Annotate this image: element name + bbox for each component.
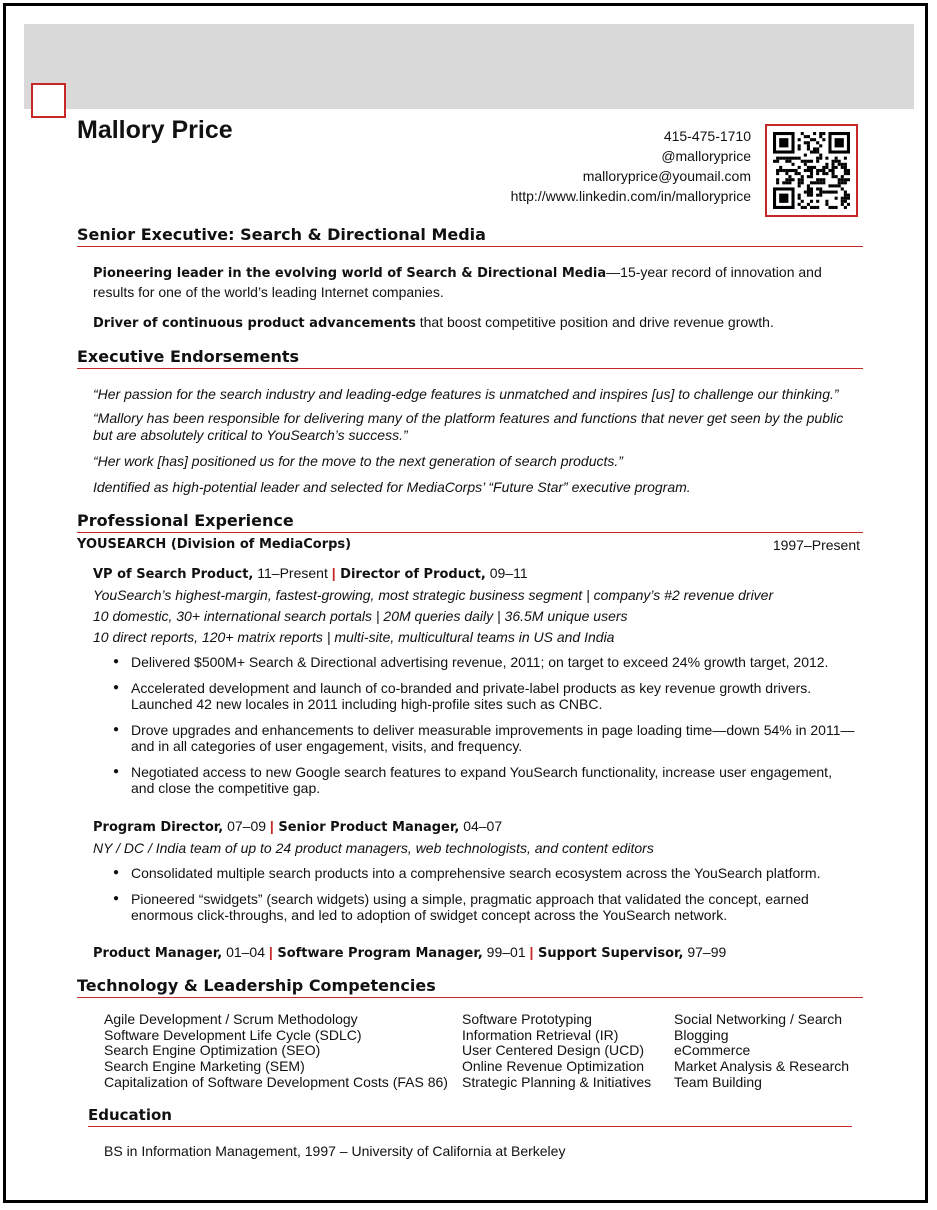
role-description: 10 direct reports, 120+ matrix reports | multi-site, multicultural teams in US and India xyxy=(93,629,615,645)
section-rule xyxy=(77,997,863,998)
competencies-column-3 xyxy=(674,1012,849,1091)
education-degree: BS in Information Management, 1997 – University of California at Berkeley xyxy=(104,1143,566,1159)
endorsement-quote: “Mallory has been responsible for delivering many of the platform features and functions that never get seen by the public but are absolutely critical to YouSearch’s success.” xyxy=(93,410,844,443)
endorsements-heading: Executive Endorsements xyxy=(77,347,300,366)
header-banner xyxy=(24,24,914,109)
list-item: ● Drove upgrades and enhancements to deliver measurable improvements in page loading time—down 54% in 2011—and in all categories of user engagement, visits, and frequency. xyxy=(113,722,858,754)
experience-heading: Professional Experience xyxy=(77,511,294,530)
list-item: ● Delivered $500M+ Search & Directional advertising revenue, 2011; on target to exceed 24% growth target, 2012. xyxy=(113,654,858,670)
company-name: YOUSEARCH (Division of MediaCorps) xyxy=(77,537,352,552)
section-rule xyxy=(88,1126,852,1127)
endorsement-note: Identified as high-potential leader and selected for MediaCorps’ “Future Star” executive program. xyxy=(93,479,691,495)
decorative-square xyxy=(31,83,66,118)
competencies-heading: Technology & Leadership Competencies xyxy=(77,976,436,995)
contact-block xyxy=(511,126,751,206)
list-item: eCommerce xyxy=(674,1042,751,1059)
summary-heading: Senior Executive: Search & Directional Media xyxy=(77,225,486,244)
list-item: ● Negotiated access to new Google search features to expand YouSearch functionality, increase user engagement, and close the competitive gap. xyxy=(113,764,858,796)
role-title-line: Program Director, 07–09 | Senior Product Manager, 04–07 xyxy=(93,818,503,835)
list-item: Information Retrieval (IR) xyxy=(462,1026,619,1043)
competencies-column-2 xyxy=(462,1012,651,1091)
email[interactable]: malloryprice@youmail.com xyxy=(582,168,751,184)
section-rule xyxy=(77,532,863,533)
list-item: User Centered Design (UCD) xyxy=(462,1042,645,1059)
list-item: Software Development Life Cycle (SDLC) xyxy=(104,1026,362,1043)
list-item: Online Revenue Optimization xyxy=(462,1058,645,1075)
role-description: YouSearch’s highest-margin, fastest-growing, most strategic business segment | company’s #2 revenue driver xyxy=(93,587,774,603)
section-rule xyxy=(77,368,863,369)
endorsement-quote: “Her passion for the search industry and leading-edge features is unmatched and inspires [us] to challenge our thinking.” xyxy=(93,386,839,402)
role-description: 10 domestic, 30+ international search portals | 20M queries daily | 36.5M unique users xyxy=(93,608,628,624)
phone: 415-475-1710 xyxy=(663,128,751,144)
summary-paragraph-1: Pioneering leader in the evolving world of Search & Directional Media—15-year record of innovation and results for one of the world’s leading Internet companies. xyxy=(93,264,822,300)
qr-code-icon xyxy=(765,124,858,217)
summary-paragraph-2: Driver of continuous product advancements that boost competitive position and drive revenue growth. xyxy=(93,314,774,331)
list-item: Agile Development / Scrum Methodology xyxy=(104,1011,358,1027)
list-item: Strategic Planning & Initiatives xyxy=(462,1073,652,1090)
list-item: Capitalization of Software Development Costs (FAS 86) xyxy=(104,1073,448,1090)
role-description: NY / DC / India team of up to 24 product managers, web technologists, and content editors xyxy=(93,840,654,856)
candidate-name: Mallory Price xyxy=(77,116,233,144)
list-item: ● Pioneered “swidgets” (search widgets) using a simple, pragmatic approach that validated the concept, earned enormous click-throughs, and led to adoption of swidget concept across the YouSearch network. xyxy=(113,891,858,923)
role-title-line: Product Manager, 01–04 | Software Program Manager, 99–01 | Support Supervisor, 97–99 xyxy=(93,944,727,961)
list-item: Search Engine Marketing (SEM) xyxy=(104,1058,305,1075)
list-item: Social Networking / Search xyxy=(674,1011,843,1027)
role-achievements xyxy=(113,654,858,796)
role-achievements xyxy=(113,865,858,923)
education-heading: Education xyxy=(88,1106,172,1124)
section-rule xyxy=(77,246,863,247)
list-item: Team Building xyxy=(674,1073,762,1090)
company-dates: 1997–Present xyxy=(772,537,860,553)
competencies-column-1 xyxy=(104,1012,448,1091)
linkedin-url[interactable]: http://www.linkedin.com/in/malloryprice xyxy=(510,188,751,204)
list-item: ● Consolidated multiple search products into a comprehensive search ecosystem across the YouSearch platform. xyxy=(113,865,858,881)
list-item: Blogging xyxy=(674,1026,729,1043)
twitter-handle[interactable]: @malloryprice xyxy=(661,148,751,164)
list-item: Software Prototyping xyxy=(462,1011,592,1027)
list-item: Market Analysis & Research xyxy=(674,1058,850,1075)
list-item: ● Accelerated development and launch of co-branded and private-label products as key revenue growth drivers. Launched 42 new locales in 2011 including high-profile sites such as CNBC. xyxy=(113,680,858,712)
role-title-line: VP of Search Product, 11–Present | Director of Product, 09–11 xyxy=(93,565,528,582)
endorsement-quote: “Her work [has] positioned us for the move to the next generation of search products.” xyxy=(93,453,623,469)
list-item: Search Engine Optimization (SEO) xyxy=(104,1042,321,1059)
